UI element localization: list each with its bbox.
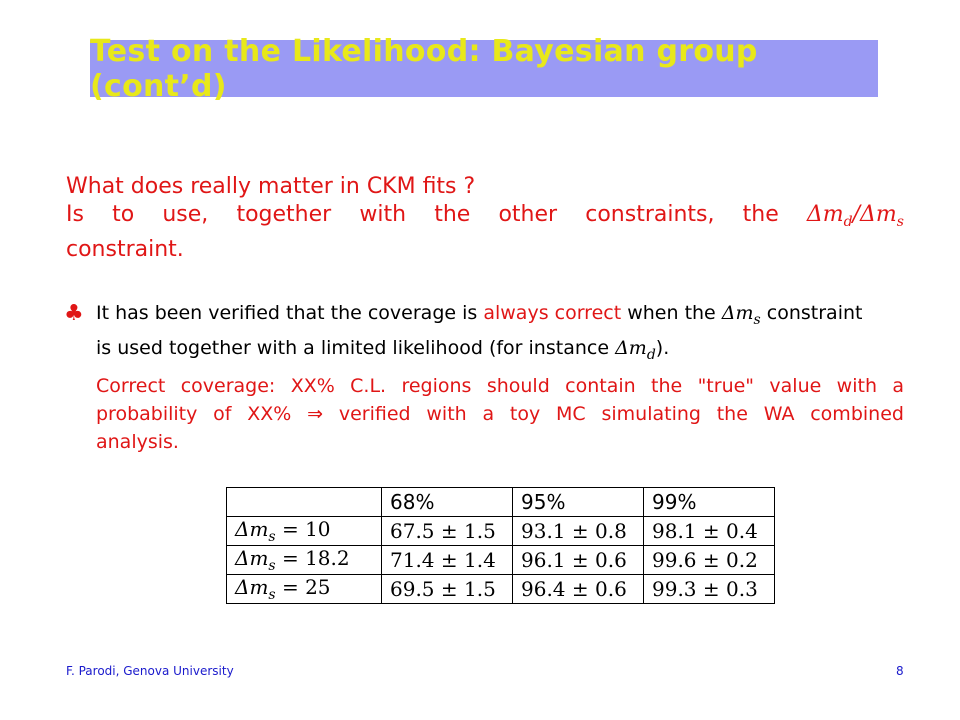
- question-word: use,: [162, 202, 209, 227]
- footer-author: F. Parodi, Genova University: [66, 664, 234, 678]
- coverage-table: [226, 487, 775, 604]
- question-line-1: What does really matter in CKM fits ?: [66, 174, 476, 199]
- question-line-2: [66, 201, 904, 236]
- table-row: [227, 546, 775, 575]
- table-cell: 99.6 ± 0.2: [644, 546, 775, 575]
- bullet-line-1: It has been verified that the coverage is always correct when the $\Delta m_s$ constraint: [96, 302, 863, 328]
- table-cell: 67.5 ± 1.5: [382, 517, 513, 546]
- table-row-label: $\Delta m_s = 10$: [227, 517, 382, 546]
- table-cell: 96.4 ± 0.6: [513, 575, 644, 604]
- table-row: [227, 575, 775, 604]
- question-word: the: [742, 202, 779, 227]
- bullet-line-2: is used together with a limited likelihood (for instance $\Delta m_d$).: [96, 337, 670, 363]
- table-header-cell: 95%: [513, 488, 644, 517]
- table-row-label: $\Delta m_s = 18.2$: [227, 546, 382, 575]
- question-line-3: constraint.: [66, 237, 184, 262]
- table-row: [227, 517, 775, 546]
- table-header-cell: 68%: [382, 488, 513, 517]
- table-cell: 96.1 ± 0.6: [513, 546, 644, 575]
- table-header-cell: [227, 488, 382, 517]
- table-cell: 98.1 ± 0.4: [644, 517, 775, 546]
- table-row-label: $\Delta m_s = 25$: [227, 575, 382, 604]
- table-cell: 71.4 ± 1.4: [382, 546, 513, 575]
- question-word: to: [112, 202, 135, 227]
- question-word: with: [359, 202, 407, 227]
- slide-title-banner: [90, 33, 878, 104]
- question-word: constraints,: [585, 202, 715, 227]
- question-word: Is: [66, 202, 84, 227]
- page-number: 8: [896, 664, 904, 678]
- note-line-1: Correct coverage: XX% C.L. regions should contain the "true" value with a: [96, 375, 904, 397]
- question-word: other: [498, 202, 558, 227]
- bullet-point: [96, 299, 904, 369]
- table-header-row: [227, 488, 775, 517]
- table-header-cell: 99%: [644, 488, 775, 517]
- table-cell: 93.1 ± 0.8: [513, 517, 644, 546]
- table-cell: 99.3 ± 0.3: [644, 575, 775, 604]
- slide-title: Test on the Likelihood: Bayesian group (cont’d): [90, 33, 758, 104]
- coverage-note: [96, 372, 904, 456]
- question-word: the: [434, 202, 471, 227]
- question-word: together: [236, 202, 332, 227]
- note-line-2: probability of XX% ⇒ verified with a toy MC simulating the WA combined: [96, 403, 904, 425]
- table-cell: 69.5 ± 1.5: [382, 575, 513, 604]
- note-line-3: analysis.: [96, 431, 179, 453]
- always-correct-highlight: always correct: [483, 302, 622, 324]
- club-icon: ♣: [64, 301, 84, 326]
- question-block: [66, 173, 904, 264]
- delta-md-over-delta-ms: $\Delta m_d/\Delta m_s$: [806, 202, 904, 230]
